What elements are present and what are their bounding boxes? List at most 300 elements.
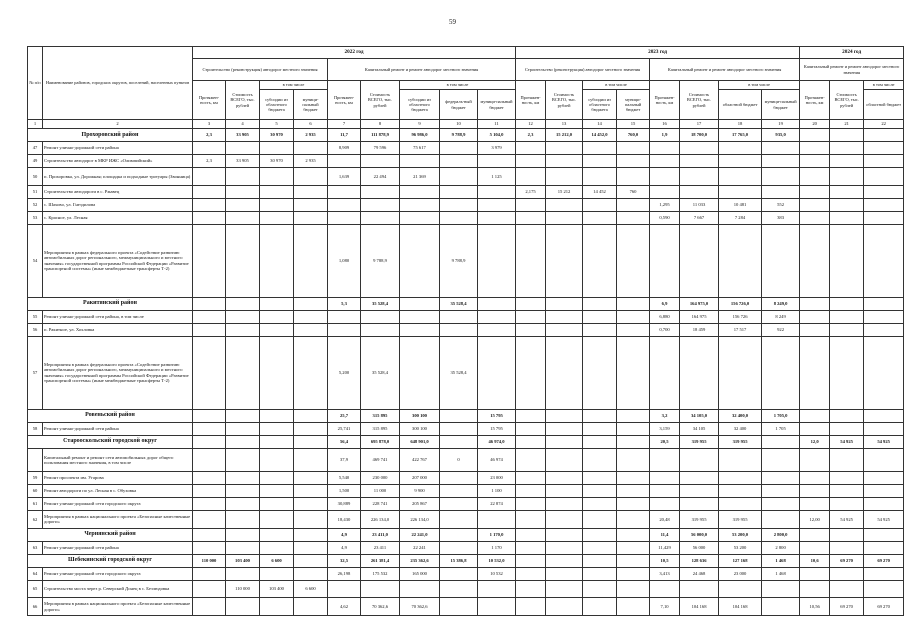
value-cell [260,198,294,211]
value-cell [617,198,650,211]
value-cell [226,448,260,472]
row-name: Строительство моста через р. Северский Донец в с. Безлюдовка [43,580,193,598]
row-name: Ремонт автодороги по ул. Лесная в с. Обуховка [43,485,193,498]
value-cell [260,485,294,498]
value-cell [617,336,650,409]
value-cell [762,598,800,616]
value-cell [516,297,546,310]
district-name: Шебекинский городской округ [28,554,193,567]
value-cell: 9 788,9 [440,224,478,297]
value-cell [719,185,762,198]
row-name: п. Прохоровка, ул. Дорожная; площадка и подходные тротуары (Звонница) [43,167,193,185]
value-cell: 10 532 [478,567,516,580]
value-cell [478,154,516,167]
value-cell: 226 134,0 [400,510,440,528]
value-cell: 7 284 [719,211,762,224]
row-number: 47 [28,141,43,154]
value-cell [762,448,800,472]
value-cell: 0 [440,448,478,472]
value-cell [583,554,617,567]
value-cell [440,167,478,185]
value-cell: 110 000 [226,580,260,598]
value-cell [546,211,583,224]
value-cell [719,448,762,472]
value-cell: 11,4 [650,528,680,541]
value-cell [617,554,650,567]
value-cell [583,409,617,422]
value-cell [400,580,440,598]
value-cell: 6,9 [650,297,680,310]
value-cell: 3,2 [650,409,680,422]
value-cell: 156 726 [719,310,762,323]
value-cell [864,310,904,323]
value-cell [516,141,546,154]
h-obl: областной бюджет [719,90,762,120]
value-cell: 1,080 [328,224,361,297]
value-cell [800,185,830,198]
row-number: 53 [28,211,43,224]
value-cell [800,422,830,435]
value-cell [361,580,400,598]
value-cell [830,297,864,310]
value-cell [719,224,762,297]
value-cell [583,141,617,154]
row-number: 63 [28,541,43,554]
value-cell: 23 411 [361,541,400,554]
value-cell [400,211,440,224]
h-cost: Стоимость ВСЕГО, тыс. рублей [680,81,719,120]
value-cell [440,409,478,422]
value-cell: 128 636 [680,554,719,567]
value-cell [440,528,478,541]
value-cell: 53 200,0 [719,528,762,541]
value-cell [719,485,762,498]
value-cell: 1 125 [478,167,516,185]
value-cell [830,323,864,336]
row-name: Ремонт проспекта им. Угарова [43,472,193,485]
value-cell [830,211,864,224]
value-cell: 17 517 [719,323,762,336]
table-row [28,498,904,511]
value-cell [440,435,478,448]
value-cell: 315 895 [361,409,400,422]
value-cell [516,435,546,448]
value-cell [516,580,546,598]
value-cell [830,198,864,211]
value-cell: 56 000 [680,541,719,554]
value-cell: 261 381,4 [361,554,400,567]
value-cell: 8,909 [328,141,361,154]
h-subs: субсидии из областного бюджета [400,90,440,120]
value-cell [546,198,583,211]
district-name: Старооскольский городской округ [28,435,193,448]
value-cell: 10 481 [719,198,762,211]
value-cell [583,323,617,336]
value-cell: 30 970 [260,129,294,142]
value-cell [400,310,440,323]
row-name: Мероприятия в рамках национального проекта «Безопасные качественные дороги» [43,510,193,528]
value-cell: 2,3 [516,129,546,142]
value-cell [478,198,516,211]
value-cell [546,472,583,485]
value-cell: 695 878,0 [361,435,400,448]
value-cell: 54 925 [864,435,904,448]
h-incl: в том числе [260,81,328,90]
value-cell [830,167,864,185]
value-cell [719,167,762,185]
value-cell [800,224,830,297]
value-cell: 5,540 [328,472,361,485]
value-cell: 15 386,8 [440,554,478,567]
value-cell: 2 800,0 [762,528,800,541]
value-cell: 175 532 [361,567,400,580]
value-cell [762,167,800,185]
value-cell [830,498,864,511]
value-cell [400,297,440,310]
value-cell: 127 168 [719,554,762,567]
value-cell [328,580,361,598]
value-cell [478,185,516,198]
value-cell [546,422,583,435]
value-cell: 54 925 [830,510,864,528]
row-name: Ремонт улично-дорожной сети района [43,141,193,154]
value-cell [193,336,226,409]
column-number: 1 [28,120,43,129]
value-cell [800,409,830,422]
value-cell [193,310,226,323]
h-len: Протяжен-ность, км [516,81,546,120]
value-cell: 7 667 [680,211,719,224]
row-number: 56 [28,323,43,336]
value-cell [546,310,583,323]
value-cell [440,198,478,211]
value-cell [650,336,680,409]
value-cell: 6 600 [260,554,294,567]
value-cell [193,485,226,498]
value-cell [864,297,904,310]
value-cell: 15 212,0 [546,129,583,142]
value-cell: 383 [762,211,800,224]
value-cell [830,154,864,167]
value-cell [516,448,546,472]
value-cell [440,598,478,616]
value-cell [546,528,583,541]
table-row [28,580,904,598]
value-cell [478,297,516,310]
value-cell [328,323,361,336]
value-cell [440,185,478,198]
value-cell [583,198,617,211]
value-cell [864,141,904,154]
value-cell [400,154,440,167]
column-number: 15 [617,120,650,129]
column-numbers-row [28,120,904,129]
value-cell [294,554,328,567]
value-cell: 103 400 [260,580,294,598]
value-cell [226,567,260,580]
value-cell [294,541,328,554]
value-cell: 319 955 [680,435,719,448]
value-cell: 1 170,0 [478,528,516,541]
row-number: 55 [28,310,43,323]
value-cell [800,448,830,472]
column-number: 14 [583,120,617,129]
value-cell [516,154,546,167]
value-cell [193,167,226,185]
value-cell: 9 900 [400,485,440,498]
value-cell [546,297,583,310]
value-cell [583,541,617,554]
column-number: 17 [680,120,719,129]
value-cell [193,528,226,541]
value-cell [193,598,226,616]
value-cell: 1 468 [762,567,800,580]
value-cell [478,598,516,616]
value-cell: 33 905 [226,154,260,167]
value-cell: 12,0 [800,435,830,448]
value-cell [400,224,440,297]
value-cell: 2 935 [294,129,328,142]
column-number: 7 [328,120,361,129]
value-cell: 56,4 [328,435,361,448]
value-cell [294,323,328,336]
row-number: 64 [28,567,43,580]
value-cell [294,141,328,154]
value-cell [226,435,260,448]
value-cell [864,129,904,142]
value-cell [516,528,546,541]
value-cell [617,541,650,554]
value-cell [400,185,440,198]
value-cell [800,498,830,511]
value-cell [864,323,904,336]
value-cell [294,510,328,528]
value-cell: 17 765,0 [719,129,762,142]
value-cell [800,167,830,185]
value-cell [516,422,546,435]
value-cell [762,510,800,528]
h-incl: в том числе [400,81,516,90]
value-cell [294,528,328,541]
value-cell [583,297,617,310]
value-cell [680,580,719,598]
table-row [28,224,904,297]
row-name: Капитальный ремонт и ремонт сети автомобильных дорог общего пользования местного значения, в том числе [43,448,193,472]
value-cell [260,510,294,528]
value-cell [193,198,226,211]
h-mun: муници-пальный бюджет [294,90,328,120]
value-cell [583,580,617,598]
value-cell [719,336,762,409]
value-cell [762,435,800,448]
value-cell: 104 168 [680,598,719,616]
value-cell: 96 986,0 [400,129,440,142]
value-cell [516,167,546,185]
value-cell [583,485,617,498]
column-number: 5 [260,120,294,129]
value-cell [864,211,904,224]
value-cell: 34 105,0 [680,409,719,422]
h-incl: в том числе [719,81,800,90]
value-cell [830,409,864,422]
column-number: 2 [43,120,193,129]
value-cell: 8 249 [762,310,800,323]
value-cell [800,297,830,310]
row-name: Строительство автодорог в МКР ИЖС «Олимпийский» [43,154,193,167]
header-group-5: Капитальный ремонт и ремонт автодорог местного значения [800,59,904,81]
value-cell [546,224,583,297]
value-cell [440,154,478,167]
column-number: 9 [400,120,440,129]
value-cell [516,224,546,297]
value-cell [680,167,719,185]
value-cell [546,598,583,616]
value-cell [294,435,328,448]
value-cell: 23 000 [719,567,762,580]
value-cell [680,448,719,472]
value-cell [193,323,226,336]
value-cell: 69 270 [864,598,904,616]
h-subs: субсидии из областного бюджета [260,90,294,120]
value-cell [864,472,904,485]
value-cell [546,336,583,409]
value-cell: 2 935 [294,154,328,167]
value-cell [583,598,617,616]
value-cell [583,211,617,224]
table-row [28,141,904,154]
h-mun: муници-пальный бюджет [617,90,650,120]
value-cell [830,336,864,409]
column-number: 16 [650,120,680,129]
value-cell [617,154,650,167]
value-cell [226,185,260,198]
value-cell: 422 767 [400,448,440,472]
row-name: Мероприятия в рамках федерального проекта «Содействие развитию автомобильных дорог регионального, межмуниципального и местного значения» государственной программы Российской Федерации «Развитие транспортной системы» (иные межбюджетные трансферты Т-2) [43,336,193,409]
row-name: с. Шахово, ул. Гнездилова [43,198,193,211]
row-number: 60 [28,485,43,498]
value-cell [440,211,478,224]
row-name: Мероприятия в рамках федерального проекта «Содействие развитию автомобильных дорог регионального, межмуниципального и местного значения» государственной программы Российской Федерации «Развитие транспортной системы» (иные межбюджетные трансферты Т-2) [43,224,193,297]
value-cell [650,141,680,154]
value-cell: 11,429 [650,541,680,554]
value-cell [617,310,650,323]
value-cell [617,167,650,185]
table-row [28,167,904,185]
value-cell: 205 867 [400,498,440,511]
value-cell: 3,413 [650,567,680,580]
value-cell [583,154,617,167]
value-cell [226,598,260,616]
value-cell [830,541,864,554]
value-cell: 69 270 [830,554,864,567]
table-row [28,485,904,498]
value-cell [546,554,583,567]
h-obl: областной бюджет [864,90,904,120]
row-name: Ремонт улично-дорожной сети района [43,422,193,435]
row-name: с. Красное, ул. Лесная [43,211,193,224]
value-cell: 104 168 [719,598,762,616]
value-cell: 552 [762,198,800,211]
value-cell [680,224,719,297]
value-cell: 5,3 [328,297,361,310]
table-row [28,567,904,580]
value-cell: 75 617 [400,141,440,154]
value-cell [260,297,294,310]
value-cell [516,336,546,409]
value-cell: 54 925 [830,435,864,448]
district-row [28,528,904,541]
value-cell: 4,9 [328,541,361,554]
table-row [28,323,904,336]
value-cell: 53 200 [719,541,762,554]
value-cell [864,498,904,511]
value-cell [830,472,864,485]
h-cost: Стоимость ВСЕГО, тыс. рублей [546,81,583,120]
value-cell: 319 955 [719,510,762,528]
column-number: 8 [361,120,400,129]
table-row [28,198,904,211]
value-cell [680,154,719,167]
value-cell [361,154,400,167]
row-name: Мероприятия в рамках национального проекта «Безопасные качественные дороги» [43,598,193,616]
value-cell [583,528,617,541]
value-cell: 1 100 [478,485,516,498]
value-cell [478,510,516,528]
h-mun: муници-пальный бюджет [762,90,800,120]
value-cell: 207 000 [400,472,440,485]
header-group-4: Капитальный ремонт и ремонт автодорог местного значения [650,59,800,81]
value-cell [361,211,400,224]
table-row [28,310,904,323]
value-cell [680,336,719,409]
value-cell [294,310,328,323]
value-cell: 164 975,0 [680,297,719,310]
value-cell [294,598,328,616]
value-cell [864,422,904,435]
value-cell [193,567,226,580]
value-cell: 5,200 [328,336,361,409]
value-cell: 7,10 [650,598,680,616]
value-cell [800,472,830,485]
row-number: 52 [28,198,43,211]
value-cell [400,336,440,409]
value-cell: 22 874 [478,498,516,511]
table-row [28,510,904,528]
value-cell [864,185,904,198]
value-cell [193,224,226,297]
column-number: 6 [294,120,328,129]
value-cell [440,472,478,485]
value-cell [830,448,864,472]
value-cell [226,310,260,323]
value-cell: 30,889 [328,498,361,511]
value-cell [260,211,294,224]
value-cell [617,485,650,498]
value-cell [294,224,328,297]
value-cell: 315 895 [361,422,400,435]
value-cell: 0,700 [650,323,680,336]
value-cell [226,528,260,541]
value-cell [617,598,650,616]
value-cell: 20,48 [650,510,680,528]
value-cell [516,598,546,616]
value-cell [864,154,904,167]
value-cell [294,498,328,511]
value-cell: 300 100 [400,422,440,435]
value-cell [193,297,226,310]
value-cell [762,498,800,511]
value-cell [478,336,516,409]
